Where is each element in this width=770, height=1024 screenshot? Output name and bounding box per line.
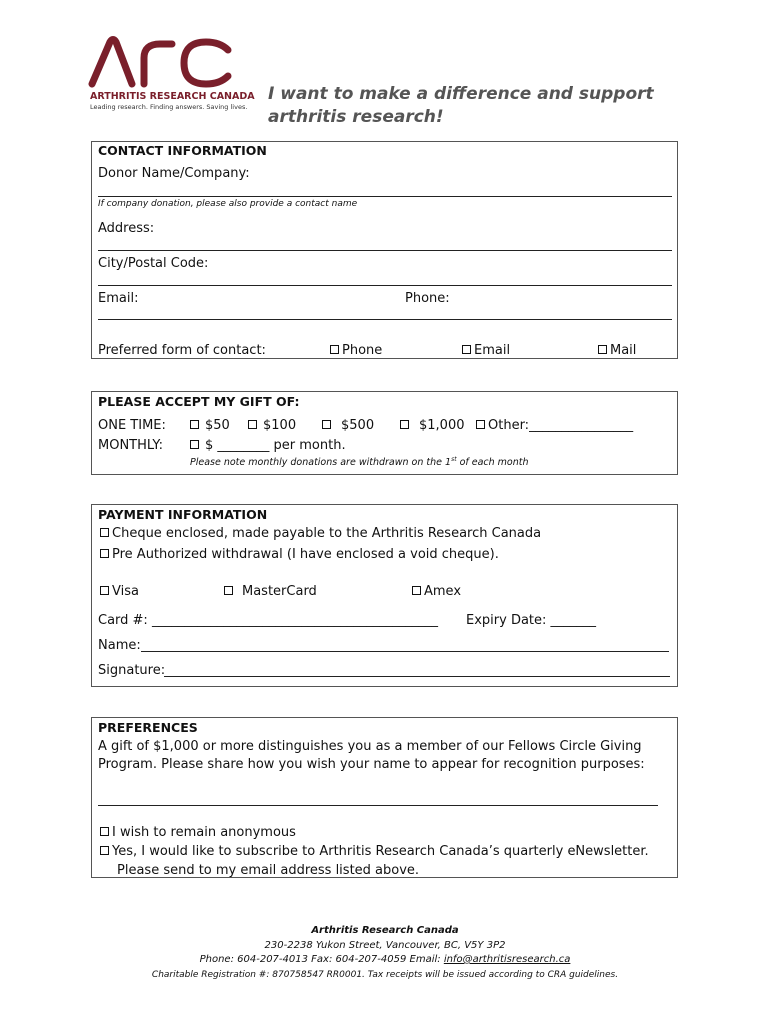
preferred-contact-label: Preferred form of contact: [98,343,266,358]
checkbox-icon[interactable] [322,420,331,429]
payment-cheque-option[interactable]: Cheque enclosed, made payable to the Arthritis Research Canada [100,527,541,540]
name-label: Name: [98,638,141,653]
card-option-visa[interactable]: Visa [100,585,139,598]
monthly-amount-field[interactable]: $ ________ per month. [190,439,346,452]
contact-heading: CONTACT INFORMATION [98,143,267,158]
preferences-text-line-2: Program. Please share how you wish your name to appear for recognition purposes: [98,757,645,772]
city-postal-label: City/Postal Code: [98,256,209,271]
gift-option-1000[interactable]: $1,000 [400,419,465,432]
checkbox-icon[interactable] [400,420,409,429]
checkbox-icon[interactable] [100,827,109,836]
checkbox-icon[interactable] [190,420,199,429]
card-number-field[interactable]: Card #: ____________________________________________ [98,613,438,628]
gift-option-500[interactable]: $500 [322,419,374,432]
preferences-text-line-1: A gift of $1,000 or more distinguishes you as a member of our Fellows Circle Giving [98,739,642,754]
checkbox-icon[interactable] [100,846,109,855]
preferences-heading: PREFERENCES [98,720,198,735]
checkbox-icon[interactable] [598,345,607,354]
donor-name-field[interactable] [98,196,672,197]
contact-option-phone[interactable]: Phone [330,344,382,357]
email-phone-field[interactable] [98,319,672,320]
signature-label: Signature: [98,663,166,678]
phone-label: Phone: [405,291,450,306]
footer-email-link[interactable]: info@arthritisresearch.ca [443,954,571,965]
checkbox-icon[interactable] [190,440,199,449]
contact-option-mail[interactable]: Mail [598,344,636,357]
checkbox-icon[interactable] [476,420,485,429]
footer-address: 230-2238 Yukon Street, Vancouver, BC, V5Y 3P2 [264,939,506,951]
gift-heading: PLEASE ACCEPT MY GIFT OF: [98,394,300,409]
checkbox-icon[interactable] [100,528,109,537]
one-time-label: ONE TIME: [98,418,166,433]
footer [0,924,770,982]
gift-option-other[interactable]: Other:________________ [476,419,633,432]
checkbox-icon[interactable] [248,420,257,429]
checkbox-icon[interactable] [100,549,109,558]
email-label: Email: [98,291,139,306]
address-label: Address: [98,221,155,236]
gift-option-50[interactable]: $50 [190,419,230,432]
checkbox-icon[interactable] [462,345,471,354]
address-field[interactable] [98,250,672,251]
checkbox-icon[interactable] [224,586,233,595]
footer-org: Arthritis Research Canada [311,925,459,936]
logo-tagline: Leading research. Finding answers. Saving lives. [90,103,248,111]
contact-option-email[interactable]: Email [462,344,510,357]
card-option-amex[interactable]: Amex [412,585,461,598]
monthly-label: MONTHLY: [98,438,163,453]
newsletter-note: Please send to my email address listed above. [117,863,420,878]
headline-line-1: I want to make a difference and support [268,84,654,104]
footer-contact: Phone: 604-207-4013 Fax: 604-207-4059 Email: info@arthritisresearch.ca [199,954,571,965]
checkbox-icon[interactable] [100,586,109,595]
card-option-mastercard[interactable]: MasterCard [224,585,317,598]
logo [88,36,255,116]
headline-line-2: arthritis research! [268,107,444,127]
footer-registration: Charitable Registration #: 870758547 RR0001. Tax receipts will be issued according to CRA guidelines. [151,969,619,980]
name-field[interactable] [141,651,669,652]
monthly-note: Please note monthly donations are withdrawn on the 1st of each month [190,456,529,469]
recognition-name-field[interactable] [98,805,658,806]
arc-logo-mark [88,36,238,91]
city-postal-field[interactable] [98,285,672,286]
logo-org-name: ARTHRITIS RESEARCH CANADA [90,91,255,102]
checkbox-icon[interactable] [330,345,339,354]
signature-field[interactable] [164,676,670,677]
newsletter-option[interactable]: Yes, I would like to subscribe to Arthritis Research Canada’s quarterly eNewsletter. [100,845,649,858]
payment-preauth-option[interactable]: Pre Authorized withdrawal (I have enclosed a void cheque). [100,548,499,561]
payment-heading: PAYMENT INFORMATION [98,507,268,522]
anonymous-option[interactable]: I wish to remain anonymous [100,826,296,839]
expiry-date-field[interactable]: Expiry Date: _______ [466,613,597,628]
donor-name-label: Donor Name/Company: [98,166,250,181]
checkbox-icon[interactable] [412,586,421,595]
gift-option-100[interactable]: $100 [248,419,296,432]
donor-note: If company donation, please also provide a contact name [98,199,358,209]
